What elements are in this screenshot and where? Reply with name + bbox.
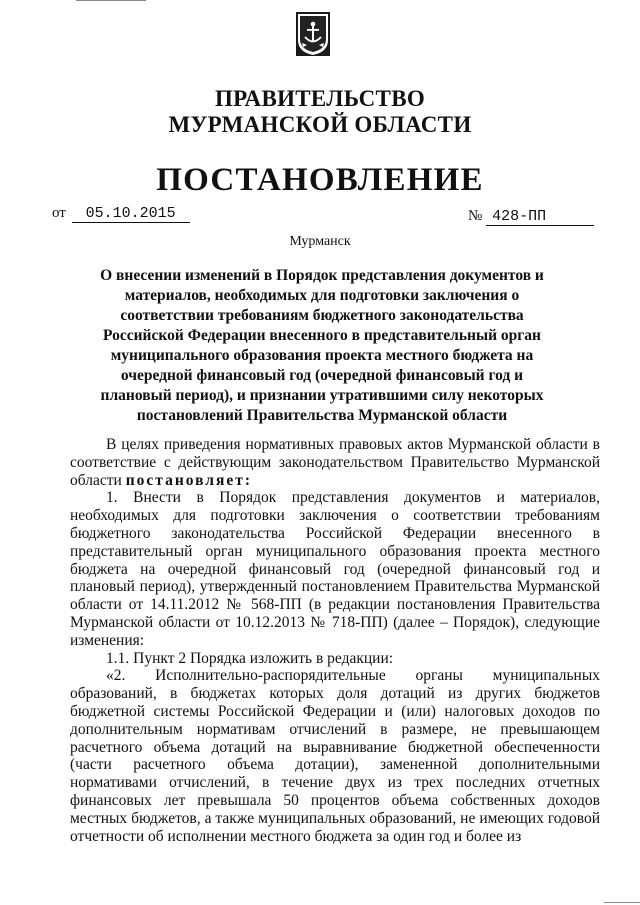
decree-date — [52, 205, 190, 223]
number-value: 428-ПП — [486, 208, 594, 226]
item-1-paragraph: 1. Внести в Порядок представления документов и материалов, необходимых для подготовки заключения о соответствии требованиям бюджетного законодательства Российской Федерации внесенного в представительный орган муниципального образования проекта местного бюджета на очередной финансовый год (очередной финансовый год и плановый период), утвержденный постановлением Правительства Мурманской области от 14.11.2012 № 568-ПП (в редакции постановления Правительства Мурманской области от 10.12.2013 № 718-ПП) (далее – Порядок), следующие изменения: — [70, 489, 600, 649]
government-name-line1: ПРАВИТЕЛЬСТВО — [214, 86, 426, 111]
number-label: № — [468, 208, 483, 224]
decree-body — [70, 436, 600, 845]
document-type-title: ПОСТАНОВЛЕНИЕ — [156, 162, 484, 198]
decree-word: постановляет: — [125, 471, 253, 489]
date-label: от — [52, 205, 66, 221]
item-1-1-paragraph: 1.1. Пункт 2 Порядка изложить в редакции: — [106, 649, 394, 667]
quoted-clause-paragraph: «2. Исполнительно-распорядительные органы муниципальных образований, в бюджетах которых доля дотаций из других бюджетов бюджетной системы Российской Федерации и (или) налоговых доходов по дополнительным нормативам отчислений в размере, не превышающем расчетного объема дотаций на выравнивание бюджетной обеспеченности (части расчетного объема дотации), замененной дополнительными нормативами отчислений, в течение двух из трех последних отчетных финансовых лет превышала 50 процентов объема собственных доходов местных бюджетов, а также муниципальных образований, не имеющих годовой отчетности об исполнении местного бюджета за один год и более из — [70, 667, 600, 845]
preamble-paragraph — [70, 436, 600, 489]
preamble-text: В целях приведения нормативных правовых актов Мурманской области в соответствие с действующим законодательством Правительство Мурманской области — [70, 436, 600, 489]
decree-subject: О внесении изменений в Порядок представления документов и материалов, необходимых для подготовки заключения о соответствии требованиям бюджетного законодательства Российской Федерации внесенного в представительный орган муниципального образования проекта местного бюджета на очередной финансовый год (очередной финансовый год и плановый период), и признании утратившими силу некоторых постановлений Правительства Мурманской области — [100, 267, 544, 424]
date-value: 05.10.2015 — [72, 205, 190, 223]
coat-of-arms-icon — [296, 12, 330, 56]
government-name-line2: МУРМАНСКОЙ ОБЛАСТИ — [168, 112, 472, 137]
city-name: Мурманск — [289, 234, 351, 249]
decree-number — [468, 208, 594, 226]
scan-mark — [76, 0, 146, 1]
scan-mark — [604, 902, 640, 903]
